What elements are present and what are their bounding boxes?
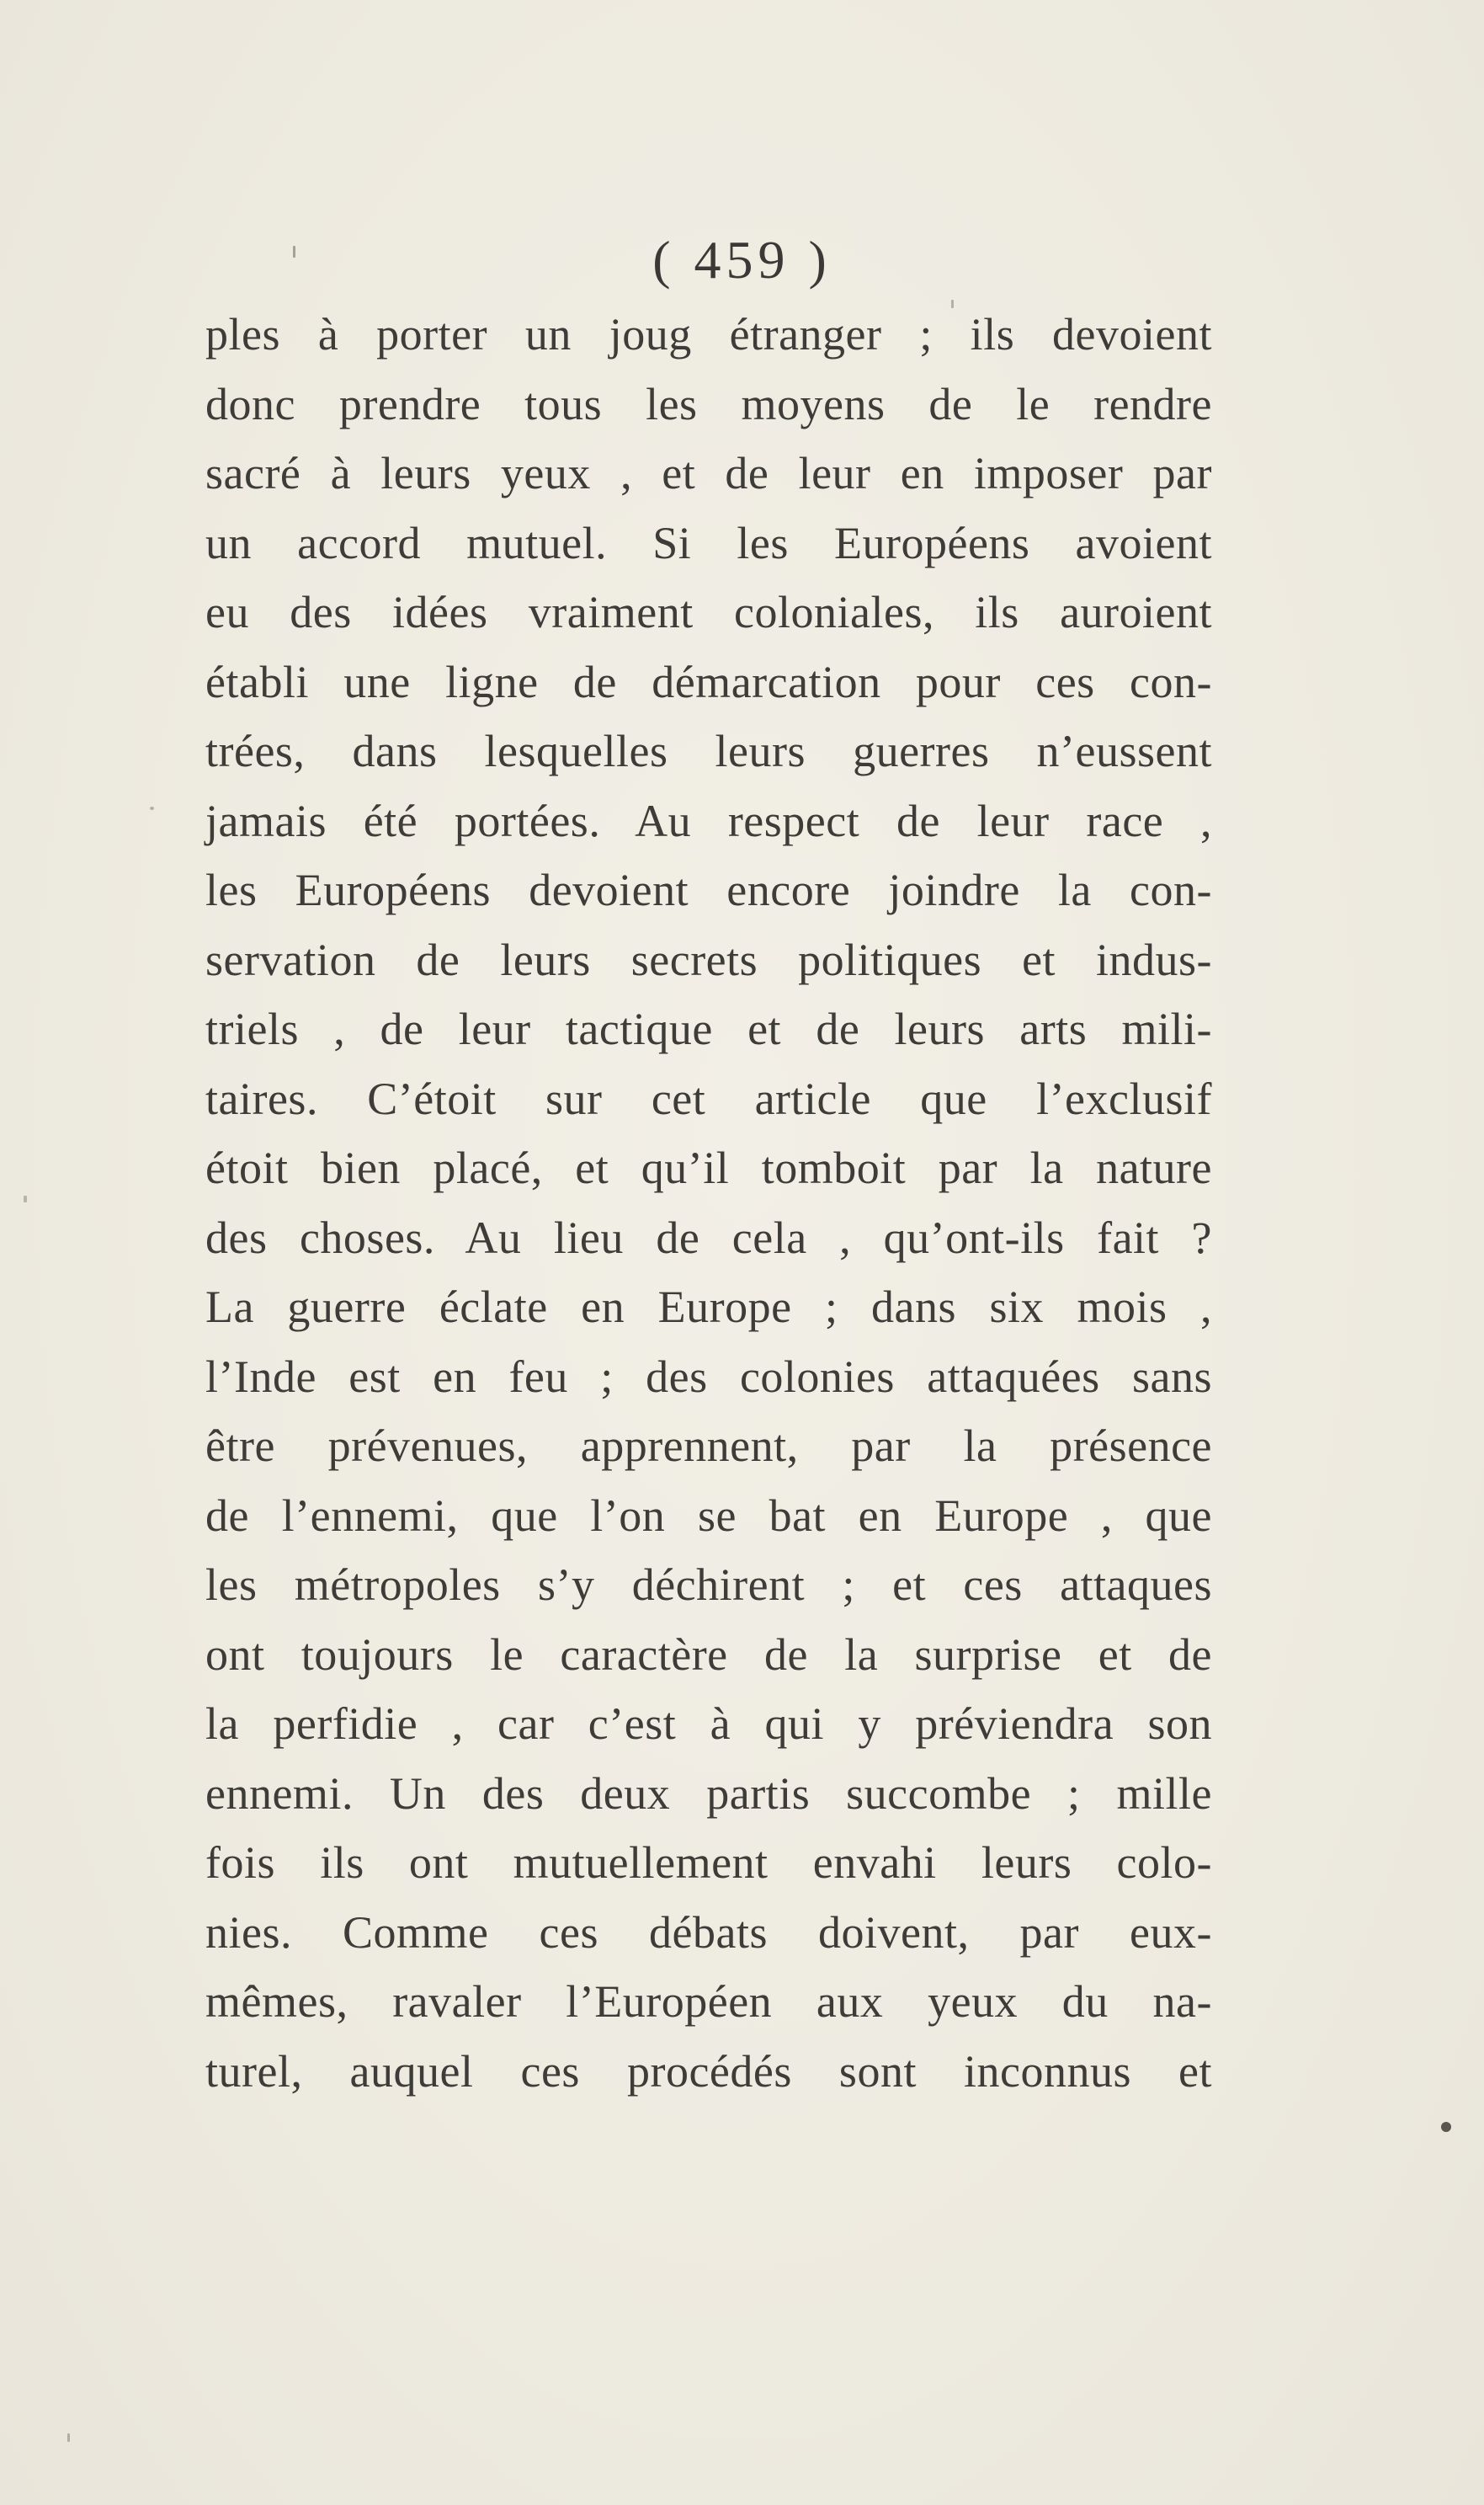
text-line: servation de leurs secrets politiques et indus- — [205, 934, 1212, 985]
text-line: La guerre éclate en Europe ; dans six mois , — [205, 1282, 1212, 1332]
paper-speck — [1441, 2122, 1451, 2132]
text-line: donc prendre tous les moyens de le rendre — [205, 378, 1212, 429]
text-line: turel, auquel ces procédés sont inconnus et — [205, 2045, 1212, 2097]
text-line: jamais été portées. Au respect de leur race , — [205, 795, 1212, 846]
paper-speck — [951, 300, 954, 308]
body-text — [205, 300, 1212, 2106]
text-line: ennemi. Un des deux partis succombe ; mille — [205, 1767, 1212, 1819]
text-line: la perfidie , car c’est à qui y préviendra son — [205, 1698, 1212, 1749]
paper-speck — [293, 246, 295, 258]
text-line: mêmes, ravaler l’Européen aux yeux du na- — [205, 1976, 1212, 2027]
text-line: être prévenues, apprennent, par la présence — [205, 1420, 1212, 1471]
text-line: fois ils ont mutuellement envahi leurs colo- — [205, 1837, 1212, 1888]
text-line: établi une ligne de démarcation pour ces con- — [205, 656, 1212, 707]
text-line: étoit bien placé, et qu’il tomboit par la nature — [205, 1143, 1212, 1193]
paper-speck — [24, 1196, 27, 1202]
text-line: nies. Comme ces débats doivent, par eux- — [205, 1906, 1212, 1958]
text-line: de l’ennemi, que l’on se bat en Europe , que — [205, 1490, 1212, 1541]
text-line: triels , de leur tactique et de leurs arts mili- — [205, 1004, 1212, 1054]
text-line: trées, dans lesquelles leurs guerres n’eussent — [205, 726, 1212, 776]
text-line: des choses. Au lieu de cela , qu’ont-ils fait ? — [205, 1212, 1212, 1263]
paper-speck — [150, 807, 154, 810]
paper-speck — [67, 2433, 70, 2442]
text-line: sacré à leurs yeux , et de leur en imposer par — [205, 448, 1212, 498]
text-line: les métropoles s’y déchirent ; et ces attaques — [205, 1559, 1212, 1610]
text-line: taires. C’étoit sur cet article que l’exclusif — [205, 1073, 1212, 1124]
text-line: les Européens devoient encore joindre la con- — [205, 865, 1212, 915]
text-line: eu des idées vraiment coloniales, ils auroient — [205, 587, 1212, 637]
text-line: l’Inde est en feu ; des colonies attaquées sans — [205, 1351, 1212, 1402]
text-line: un accord mutuel. Si les Européens avoient — [205, 517, 1212, 568]
text-line: ples à porter un joug étranger ; ils devoient — [205, 309, 1212, 360]
text-line: ont toujours le caractère de la surprise et de — [205, 1628, 1212, 1680]
page-number: ( 459 ) — [652, 230, 832, 290]
